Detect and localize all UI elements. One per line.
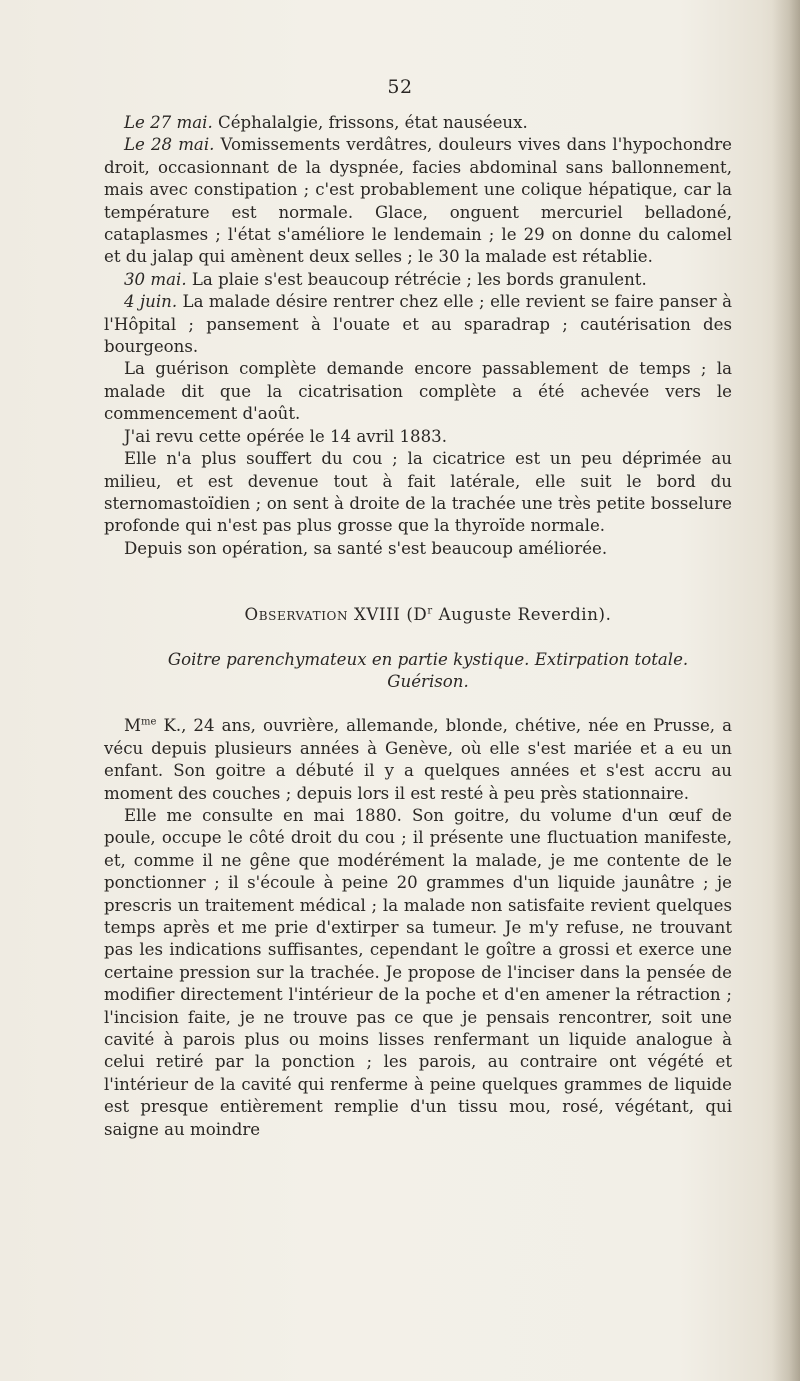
paragraph-text: K., 24 ans, ouvrière, allemande, blonde, chétive, née en Prusse, a vécu depuis plusieurs années à Genève, où elle s'est mariée et a eu un enfant. Son goitre a débuté il y a quelques années et s'est accru au moment des couches ; depuis lors il est resté à peu près stationnaire. <box>104 716 732 803</box>
paragraph-guerison: La guérison complète demande encore passablement de temps ; la malade dit que la cicatrisation complète a été achevée vers le commencement d'août. <box>104 359 732 424</box>
date-label: 30 mai. <box>124 269 187 289</box>
paragraph-text: Céphalalgie, frissons, état nauséeux. <box>212 113 528 132</box>
section-gap <box>104 582 732 604</box>
paragraph-text: La malade désire rentrer chez elle ; elle revient se faire panser à l'Hôpital ; pansement à l'ouate et au sparadrap ; cautérisation des bourgeons. <box>104 292 732 357</box>
paragraph-text: La plaie s'est beaucoup rétrécie ; les bords granulent. <box>186 269 647 289</box>
observation-number: XVIII <box>353 605 401 625</box>
paragraph-4-juin <box>104 291 732 358</box>
observation-subtitle-line1: Goitre parenchymateux en partie kystique. Extirpation totale. <box>167 649 689 669</box>
lead-m: M <box>124 716 141 736</box>
date-label: Le 27 mai. <box>124 113 213 132</box>
page-edge-shadow <box>772 0 800 1381</box>
paragraph-28-mai <box>104 134 732 268</box>
section-gap <box>104 627 732 649</box>
paragraph-consultation: Elle me consulte en mai 1880. Son goitre, du volume d'un œuf de poule, occupe le côté droit du cou ; il présente une fluctuation manifeste, et, comme il ne gêne que modérément la malade, je me contente de le ponctionner ; il s'écoule à peine 20 grammes d'un liquide jaunâtre ; je prescris un traitement médical ; la malade non satisfaite revient quelques temps après et me prie d'extirper sa tumeur. Je m'y refuse, ne trouvant pas les indications suffisantes, cependant le goître a grossi et exerce une certaine pression sur la trachée. Je propose de l'inciser dans la pensée de modifier directement l'intérieur de la poche et d'en amener la rétraction ; l'incision faite, je ne trouve pas ce que je pensais rencontrer, soit une cavité à parois plus ou moins lisses renfermant un liquide analogue à celui retiré par la ponction ; les parois, au contraire ont végété et l'intérieur de la cavité qui renferme à peine quelques grammes de liquide est presque entièrement remplie d'un tissu mou, rosé, végétant, qui saigne au moindre <box>104 805 732 1139</box>
section-gap <box>104 560 732 582</box>
paragraph-revu: J'ai revu cette opérée le 14 avril 1883. <box>124 426 447 446</box>
paragraph-patient <box>104 715 732 805</box>
date-label: Le 28 mai. <box>124 135 215 155</box>
page-number: 52 <box>387 76 413 98</box>
paragraph-cicatrice: Elle n'a plus souffert du cou ; la cicatrice est un peu déprimée au milieu, et est devenue tout à fait latérale, elle suit le bord du sternomastoïdien ; on sent à droite de la trachée une très petite bosselure profonde qui n'est pas plus grosse que la thyroïde normale. <box>104 449 732 536</box>
paragraph-27-mai <box>104 112 732 134</box>
paragraph-text: Vomissements verdâtres, douleurs vives dans l'hypochondre droit, occasionnant de la dyspnée, facies abdominal sans ballonnement, mais avec constipation ; c'est probablement une colique hépatique, car la température est normale. Glace, onguent mercuriel belladoné, cataplasmes ; l'état s'améliore le lendemain ; le 29 on donne du calomel et du jalap qui amènent deux selles ; le 30 la malade est rétablie. <box>104 135 732 267</box>
author-prefix: (D <box>406 605 428 625</box>
section-gap <box>104 693 732 715</box>
paragraph-30-mai <box>104 269 732 291</box>
observation-heading <box>104 604 732 626</box>
author-name: Auguste Reverdin). <box>432 605 612 625</box>
author-sup: r <box>427 605 433 617</box>
date-label: 4 juin. <box>124 292 178 312</box>
document-body <box>104 112 732 1141</box>
lead-sup: me <box>141 716 157 728</box>
paragraph-sante: Depuis son opération, sa santé s'est beaucoup améliorée. <box>124 538 608 558</box>
observation-subtitle-line2: Guérison. <box>387 671 469 691</box>
observation-label: Observation <box>244 605 349 625</box>
